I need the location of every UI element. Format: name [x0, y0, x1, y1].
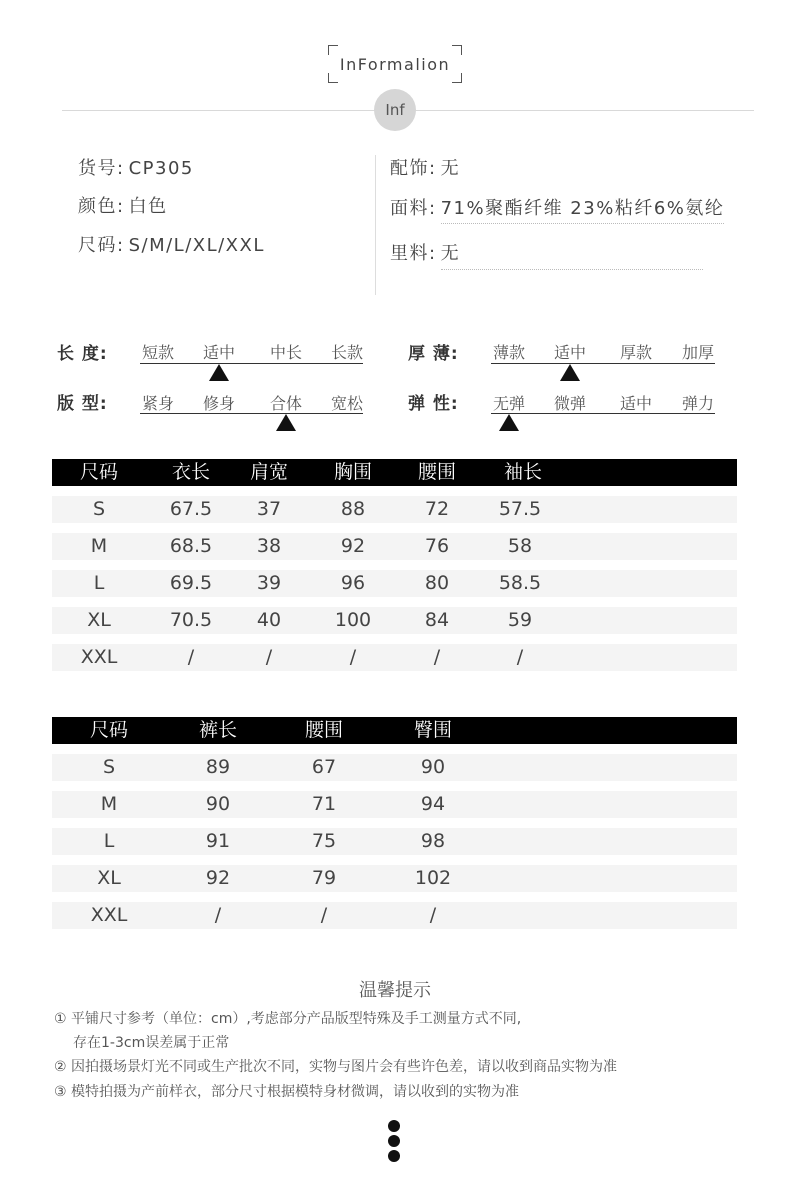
header-cell: 衣长 — [171, 461, 211, 483]
scale-option: 适中 — [202, 343, 236, 362]
scale-option: 弹力 — [681, 394, 715, 413]
table-cell: 71 — [311, 793, 337, 815]
scale-line — [140, 413, 363, 414]
table-cell: 69.5 — [169, 572, 213, 594]
table-cell: 59 — [507, 609, 533, 631]
scale-option: 紧身 — [141, 394, 175, 413]
title-corner — [328, 73, 338, 83]
title-corner — [452, 73, 462, 83]
table-cell: 40 — [256, 609, 282, 631]
table-cell: / — [429, 904, 437, 926]
table-row — [52, 791, 737, 818]
info-item-lining — [390, 239, 703, 270]
header-cell: 裤长 — [198, 719, 238, 741]
table-cell: M — [100, 793, 118, 815]
notes-title: 温馨提示 — [359, 980, 431, 1001]
header-cell: 肩宽 — [249, 461, 289, 483]
table-row — [52, 607, 737, 634]
info-value: 无 — [440, 158, 461, 179]
table-row — [52, 496, 737, 523]
scale-option: 微弹 — [553, 394, 587, 413]
scale-option: 长款 — [330, 343, 364, 362]
title-corner — [452, 45, 462, 55]
header-cell: 臀围 — [413, 719, 453, 741]
info-item-sku — [78, 154, 194, 180]
scale-option: 适中 — [553, 343, 587, 362]
scale-label-thickness: 厚 薄: — [408, 344, 459, 364]
scale-option: 宽松 — [330, 394, 364, 413]
table-cell: 72 — [424, 498, 450, 520]
note-item: ① 平铺尺寸参考（单位：cm）,考虑部分产品版型特殊及手工测量方式不同, — [54, 1011, 522, 1027]
table-cell: / — [320, 904, 328, 926]
table-row — [52, 644, 737, 671]
table-row — [52, 754, 737, 781]
info-value: 71%聚酯纤维 23%粘纤6%氨纶 — [441, 198, 725, 224]
table-cell: 79 — [311, 867, 337, 889]
title-text: InFormalion — [339, 54, 451, 74]
scale-marker-icon — [499, 414, 519, 431]
table-cell: 57.5 — [498, 498, 542, 520]
table-cell: 102 — [414, 867, 452, 889]
header-cell: 腰围 — [304, 719, 344, 741]
table-cell: 70.5 — [169, 609, 213, 631]
info-value: 无 — [441, 239, 703, 270]
size-table-top — [52, 459, 737, 671]
scale-option: 薄款 — [492, 343, 526, 362]
info-item-color — [78, 192, 168, 218]
scale-option: 无弹 — [492, 394, 526, 413]
title-corner — [328, 45, 338, 55]
info-value: CP305 — [128, 158, 194, 179]
table-cell: 90 — [420, 756, 446, 778]
scale-option: 短款 — [141, 343, 175, 362]
dot-icon — [388, 1135, 400, 1147]
table-cell: 58 — [507, 535, 533, 557]
scale-marker-icon — [560, 364, 580, 381]
table-cell: 39 — [256, 572, 282, 594]
info-label: 尺码: — [78, 235, 125, 256]
table-cell: / — [187, 646, 195, 668]
table-cell: 88 — [340, 498, 366, 520]
table-cell: 92 — [205, 867, 231, 889]
table-cell: 75 — [311, 830, 337, 852]
table-cell: 94 — [420, 793, 446, 815]
table-cell: XL — [87, 609, 111, 631]
scale-marker-icon — [209, 364, 229, 381]
scale-option: 加厚 — [681, 343, 715, 362]
info-label: 面料: — [390, 198, 437, 219]
scale-label-elasticity: 弹 性: — [408, 394, 459, 414]
info-divider — [375, 155, 376, 295]
table-cell: 96 — [340, 572, 366, 594]
info-label: 颜色: — [78, 196, 125, 217]
scale-label-fit: 版 型: — [57, 394, 108, 414]
table-cell: / — [349, 646, 357, 668]
scale-line — [491, 363, 715, 364]
info-label: 配饰: — [390, 158, 437, 179]
info-item-fabric — [390, 194, 724, 220]
table-cell: / — [265, 646, 273, 668]
table-cell: XL — [97, 867, 121, 889]
note-item: ② 因拍摄场景灯光不同或生产批次不同，实物与图片会有些许色差，请以收到商品实物为准 — [54, 1059, 617, 1075]
header-cell: 袖长 — [503, 461, 543, 483]
table-cell: L — [93, 572, 105, 594]
scale-option: 适中 — [619, 394, 653, 413]
table-cell: S — [92, 498, 106, 520]
table-cell: 76 — [424, 535, 450, 557]
table-cell: 89 — [205, 756, 231, 778]
table-cell: / — [433, 646, 441, 668]
table-cell: 92 — [340, 535, 366, 557]
table-cell: 58.5 — [498, 572, 542, 594]
table-row — [52, 570, 737, 597]
info-label: 里料: — [390, 243, 437, 264]
table-cell: 91 — [205, 830, 231, 852]
section-title — [328, 45, 462, 83]
table-cell: L — [103, 830, 115, 852]
header-cell: 尺码 — [79, 461, 119, 483]
table-cell: M — [90, 535, 108, 557]
dot-icon — [388, 1120, 400, 1132]
table-cell: 67.5 — [169, 498, 213, 520]
table-cell: XXL — [90, 904, 128, 926]
table-cell: 38 — [256, 535, 282, 557]
table-cell: XXL — [80, 646, 118, 668]
table-row — [52, 828, 737, 855]
table-cell: / — [516, 646, 524, 668]
info-label: 货号: — [78, 158, 125, 179]
scale-option: 合体 — [269, 394, 303, 413]
scale-option: 修身 — [202, 394, 236, 413]
note-item: ③ 模特拍摄为产前样衣，部分尺寸根据模特身材微调，请以收到的实物为准 — [54, 1084, 519, 1100]
table-cell: 67 — [311, 756, 337, 778]
table-cell: 37 — [256, 498, 282, 520]
table-row — [52, 865, 737, 892]
inf-badge: Inf — [374, 89, 416, 131]
table-cell: 68.5 — [169, 535, 213, 557]
dot-icon — [388, 1150, 400, 1162]
scale-line — [491, 413, 715, 414]
info-item-accessory — [390, 154, 460, 180]
size-table-bottom — [52, 717, 737, 929]
scale-option: 厚款 — [619, 343, 653, 362]
table-cell: 84 — [424, 609, 450, 631]
info-value: S/M/L/XL/XXL — [128, 235, 265, 256]
scale-marker-icon — [276, 414, 296, 431]
table-cell: 98 — [420, 830, 446, 852]
table-cell: 100 — [334, 609, 372, 631]
header-cell: 腰围 — [417, 461, 457, 483]
scale-line — [140, 363, 363, 364]
table-cell: S — [102, 756, 116, 778]
info-value: 白色 — [128, 196, 168, 217]
header-cell: 胸围 — [333, 461, 373, 483]
table-cell: 90 — [205, 793, 231, 815]
table-row — [52, 533, 737, 560]
scale-option: 中长 — [269, 343, 303, 362]
table-cell: / — [214, 904, 222, 926]
table-cell: 80 — [424, 572, 450, 594]
table-row — [52, 902, 737, 929]
table-header — [52, 717, 737, 744]
header-cell: 尺码 — [89, 719, 129, 741]
scale-label-length: 长 度: — [57, 344, 108, 364]
info-item-size — [78, 231, 265, 257]
note-item: 存在1-3cm误差属于正常 — [73, 1035, 230, 1051]
table-header — [52, 459, 737, 486]
